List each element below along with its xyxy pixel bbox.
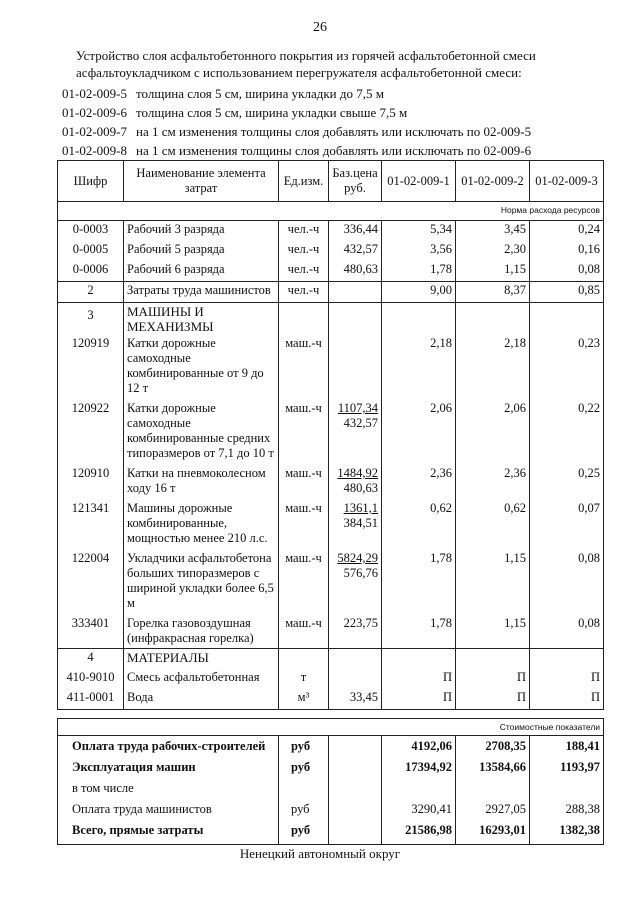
cell-price bbox=[329, 669, 382, 689]
cell-v2: 2,30 bbox=[456, 241, 530, 261]
cell-unit bbox=[279, 649, 329, 670]
summary-v2 bbox=[456, 778, 530, 799]
cell-code: 2 bbox=[58, 282, 124, 303]
summary-v2: 2927,05 bbox=[456, 799, 530, 820]
summary-price bbox=[329, 757, 382, 778]
table-row bbox=[58, 261, 604, 282]
cell-v3 bbox=[530, 649, 604, 670]
price-new: 576,76 bbox=[343, 566, 378, 580]
cell-code: 0-0003 bbox=[58, 221, 124, 242]
header-code: Шифр bbox=[58, 161, 124, 202]
cell-v2: 1,15 bbox=[456, 550, 530, 615]
cell-v2 bbox=[456, 649, 530, 670]
price-old: 1484,92 bbox=[337, 466, 378, 480]
price-new: 432,57 bbox=[343, 416, 378, 430]
cell-price: 33,45 bbox=[329, 689, 382, 710]
summary-name: Оплата труда рабочих-строителей bbox=[58, 736, 279, 758]
cell-v3: 0,85 bbox=[530, 282, 604, 303]
cell-v1 bbox=[382, 649, 456, 670]
cell-name: Машины дорожные комбинированные, мощностью менее 210 л.с. bbox=[124, 500, 279, 550]
cell-unit: чел.-ч bbox=[279, 221, 329, 242]
cell-name: МАТЕРИАЛЫ bbox=[124, 649, 279, 670]
cell-v1: 1,78 bbox=[382, 615, 456, 649]
cell-unit: маш.-ч bbox=[279, 465, 329, 500]
cell-v1: П bbox=[382, 689, 456, 710]
cell-price bbox=[329, 550, 382, 615]
summary-v3: 188,41 bbox=[530, 736, 604, 758]
summary-v1 bbox=[382, 778, 456, 799]
cell-unit: маш.-ч bbox=[279, 550, 329, 615]
price-old: 1107,34 bbox=[337, 401, 378, 415]
cell-name: Рабочий 5 разряда bbox=[124, 241, 279, 261]
cell-v2: 3,45 bbox=[456, 221, 530, 242]
summary-v3: 288,38 bbox=[530, 799, 604, 820]
cell-code: 4 bbox=[58, 649, 124, 670]
summary-v3: 1382,38 bbox=[530, 820, 604, 845]
table-row-section-2 bbox=[58, 282, 604, 303]
cell-v3: 0,23 bbox=[530, 335, 604, 400]
cell-code: 120910 bbox=[58, 465, 124, 500]
summary-unit: руб bbox=[279, 799, 329, 820]
cell-code: 333401 bbox=[58, 615, 124, 649]
cell-v1: 2,06 bbox=[382, 400, 456, 465]
cell-price: 432,57 bbox=[329, 241, 382, 261]
table-row bbox=[58, 465, 604, 500]
table-row bbox=[58, 335, 604, 400]
summary-row bbox=[58, 799, 604, 820]
section-intro: Устройство слоя асфальтобетонного покрытия из горячей асфальтобетонной смеси асфальтоукладчиком с использованием перегружателя асфальтобетонной смеси: bbox=[76, 48, 536, 80]
variant-item bbox=[62, 84, 622, 103]
cell-v1: 2,18 bbox=[382, 335, 456, 400]
summary-v2: 13584,66 bbox=[456, 757, 530, 778]
cell-v3: 0,08 bbox=[530, 615, 604, 649]
cell-v2 bbox=[456, 303, 530, 336]
cell-name: Затраты труда машинистов bbox=[124, 282, 279, 303]
cell-v3: 0,22 bbox=[530, 400, 604, 465]
cell-price bbox=[329, 400, 382, 465]
cell-v1: 0,62 bbox=[382, 500, 456, 550]
cell-unit: чел.-ч bbox=[279, 282, 329, 303]
cell-name: Катки на пневмоколесном ходу 16 т bbox=[124, 465, 279, 500]
header-name: Наименование элемента затрат bbox=[124, 161, 279, 202]
variant-text: на 1 см изменения толщины слоя добавлять или исключать по 02-009-5 bbox=[136, 124, 532, 139]
summary-unit: руб bbox=[279, 736, 329, 758]
variant-code: 01-02-009-7 bbox=[62, 124, 127, 139]
summary-v2: 16293,01 bbox=[456, 820, 530, 845]
variant-code: 01-02-009-5 bbox=[62, 86, 127, 101]
cell-v2: 2,36 bbox=[456, 465, 530, 500]
variant-list bbox=[62, 84, 622, 160]
table-row bbox=[58, 500, 604, 550]
summary-name: в том числе bbox=[58, 778, 279, 799]
header-v3: 01-02-009-3 bbox=[530, 161, 604, 202]
cell-v2: П bbox=[456, 669, 530, 689]
variant-text: толщина слоя 5 см, ширина укладки свыше 7,5 м bbox=[136, 105, 408, 120]
cell-v3: П bbox=[530, 689, 604, 710]
variant-code: 01-02-009-8 bbox=[62, 143, 127, 158]
summary-unit: руб bbox=[279, 820, 329, 845]
summary-price bbox=[329, 820, 382, 845]
cell-v1: 5,34 bbox=[382, 221, 456, 242]
cell-unit bbox=[279, 303, 329, 336]
summary-price bbox=[329, 778, 382, 799]
cell-v3: 0,07 bbox=[530, 500, 604, 550]
price-old: 1361,1 bbox=[343, 501, 378, 515]
cell-code: 3 bbox=[58, 303, 124, 336]
cell-v3: 0,16 bbox=[530, 241, 604, 261]
cell-v3: 0,08 bbox=[530, 550, 604, 615]
cell-unit: маш.-ч bbox=[279, 400, 329, 465]
page-footer: Ненецкий автономный округ bbox=[239, 846, 401, 861]
cell-name: Рабочий 3 разряда bbox=[124, 221, 279, 242]
cell-name: Смесь асфальтобетонная bbox=[124, 669, 279, 689]
cell-v2: 8,37 bbox=[456, 282, 530, 303]
cost-label: Стоимостные показатели bbox=[58, 719, 604, 736]
cell-unit: чел.-ч bbox=[279, 241, 329, 261]
variant-item bbox=[62, 141, 622, 160]
variant-text: на 1 см изменения толщины слоя добавлять или исключать по 02-009-6 bbox=[136, 143, 532, 158]
cell-v2: П bbox=[456, 689, 530, 710]
cell-v1: 2,36 bbox=[382, 465, 456, 500]
table-row bbox=[58, 221, 604, 242]
cell-unit: маш.-ч bbox=[279, 335, 329, 400]
cell-unit: маш.-ч bbox=[279, 615, 329, 649]
cell-v2: 0,62 bbox=[456, 500, 530, 550]
cell-unit: м³ bbox=[279, 689, 329, 710]
cell-v3: 0,08 bbox=[530, 261, 604, 282]
cell-v1: 9,00 bbox=[382, 282, 456, 303]
variant-item bbox=[62, 122, 622, 141]
header-v2: 01-02-009-2 bbox=[456, 161, 530, 202]
page-number: 26 bbox=[313, 20, 327, 35]
norm-label-row bbox=[58, 202, 604, 221]
cell-name: МАШИНЫ И МЕХАНИЗМЫ bbox=[124, 303, 279, 336]
summary-unit: руб bbox=[279, 757, 329, 778]
table-row bbox=[58, 615, 604, 649]
cell-code: 121341 bbox=[58, 500, 124, 550]
price-new: 384,51 bbox=[343, 516, 378, 530]
cell-v3 bbox=[530, 303, 604, 336]
table-row-section-3 bbox=[58, 303, 604, 336]
summary-unit bbox=[279, 778, 329, 799]
variant-code: 01-02-009-6 bbox=[62, 105, 127, 120]
cell-name: Горелка газовоздушная (инфракрасная горелка) bbox=[124, 615, 279, 649]
summary-v3: 1193,97 bbox=[530, 757, 604, 778]
summary-row bbox=[58, 778, 604, 799]
cell-code: 120922 bbox=[58, 400, 124, 465]
summary-row bbox=[58, 757, 604, 778]
variant-text: толщина слоя 5 см, ширина укладки до 7,5 м bbox=[136, 86, 384, 101]
header-price: Баз.цена руб. bbox=[329, 161, 382, 202]
cell-code: 0-0006 bbox=[58, 261, 124, 282]
cell-price bbox=[329, 465, 382, 500]
cell-price bbox=[329, 282, 382, 303]
cell-code: 122004 bbox=[58, 550, 124, 615]
cell-code: 120919 bbox=[58, 335, 124, 400]
table-row-section-4 bbox=[58, 649, 604, 670]
summary-v1: 17394,92 bbox=[382, 757, 456, 778]
summary-name: Всего, прямые затраты bbox=[58, 820, 279, 845]
cell-v3: 0,25 bbox=[530, 465, 604, 500]
cell-name: Катки дорожные самоходные комбинированные средних типоразмеров от 7,1 до 10 т bbox=[124, 400, 279, 465]
price-new: 480,63 bbox=[343, 481, 378, 495]
table-header-row bbox=[58, 161, 604, 202]
summary-v1: 21586,98 bbox=[382, 820, 456, 845]
cell-v1: 1,78 bbox=[382, 550, 456, 615]
cell-price bbox=[329, 303, 382, 336]
cell-v1: 3,56 bbox=[382, 241, 456, 261]
cost-summary-table bbox=[57, 718, 604, 845]
cell-code: 411-0001 bbox=[58, 689, 124, 710]
cell-name: Катки дорожные самоходные комбинированные от 9 до 12 т bbox=[124, 335, 279, 400]
summary-v2: 2708,35 bbox=[456, 736, 530, 758]
cell-price: 480,63 bbox=[329, 261, 382, 282]
cell-v1: П bbox=[382, 669, 456, 689]
header-unit: Ед.изм. bbox=[279, 161, 329, 202]
table-row bbox=[58, 550, 604, 615]
summary-v3 bbox=[530, 778, 604, 799]
cell-name: Рабочий 6 разряда bbox=[124, 261, 279, 282]
cell-name: Укладчики асфальтобетона больших типоразмеров с шириной укладки более 6,5 м bbox=[124, 550, 279, 615]
price-old: 5824,29 bbox=[337, 551, 378, 565]
summary-v1: 3290,41 bbox=[382, 799, 456, 820]
summary-price bbox=[329, 736, 382, 758]
cell-unit: т bbox=[279, 669, 329, 689]
cell-code: 410-9010 bbox=[58, 669, 124, 689]
norm-label: Норма расхода ресурсов bbox=[58, 202, 604, 221]
summary-price bbox=[329, 799, 382, 820]
table-row bbox=[58, 400, 604, 465]
summary-name: Оплата труда машинистов bbox=[58, 799, 279, 820]
resource-table bbox=[57, 160, 604, 710]
header-v1: 01-02-009-1 bbox=[382, 161, 456, 202]
table-row bbox=[58, 689, 604, 710]
cell-price: 223,75 bbox=[329, 615, 382, 649]
cell-price bbox=[329, 335, 382, 400]
cell-price bbox=[329, 649, 382, 670]
cost-label-row bbox=[58, 719, 604, 736]
table-row bbox=[58, 669, 604, 689]
cell-v2: 1,15 bbox=[456, 261, 530, 282]
cell-name: Вода bbox=[124, 689, 279, 710]
cell-code: 0-0005 bbox=[58, 241, 124, 261]
table-row bbox=[58, 241, 604, 261]
cell-v1: 1,78 bbox=[382, 261, 456, 282]
cell-v3: 0,24 bbox=[530, 221, 604, 242]
cell-v3: П bbox=[530, 669, 604, 689]
cell-unit: маш.-ч bbox=[279, 500, 329, 550]
cell-v2: 2,18 bbox=[456, 335, 530, 400]
cell-v1 bbox=[382, 303, 456, 336]
cell-price bbox=[329, 500, 382, 550]
cell-price: 336,44 bbox=[329, 221, 382, 242]
summary-row bbox=[58, 820, 604, 845]
summary-row bbox=[58, 736, 604, 758]
summary-v1: 4192,06 bbox=[382, 736, 456, 758]
cell-v2: 1,15 bbox=[456, 615, 530, 649]
variant-item bbox=[62, 103, 622, 122]
cell-unit: чел.-ч bbox=[279, 261, 329, 282]
cell-v2: 2,06 bbox=[456, 400, 530, 465]
summary-name: Эксплуатация машин bbox=[58, 757, 279, 778]
